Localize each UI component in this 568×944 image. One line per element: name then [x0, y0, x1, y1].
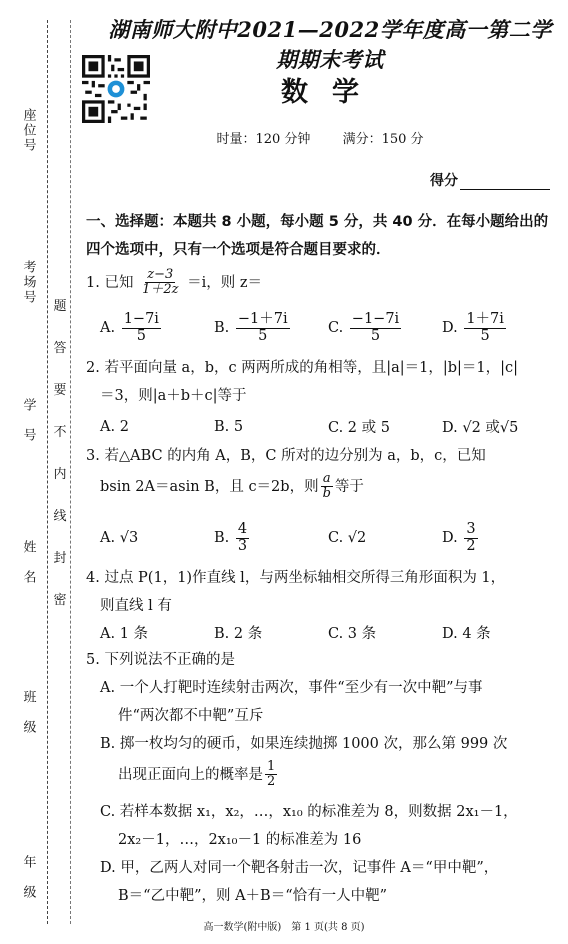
option-b[interactable]: B. 2 条: [214, 626, 263, 642]
option-b[interactable]: B. $\frac{-1+7i}{5}$: [214, 311, 288, 344]
option-a[interactable]: A. √3: [100, 530, 139, 547]
score-label: 得分: [430, 173, 458, 189]
time-limit: 时量：120 分钟: [216, 132, 311, 147]
option-a[interactable]: A. $\frac{1-7i}{5}$: [100, 311, 159, 344]
option-a[interactable]: A. 1 条: [100, 626, 149, 642]
option-a[interactable]: A. 2: [100, 418, 129, 435]
class-field: 班 级: [20, 690, 36, 735]
option-c[interactable]: C. √2: [328, 530, 367, 547]
question-1: 1. 已知 $\frac{z-3}{1+2z}$ ＝i，则 z＝: [86, 267, 262, 298]
option-b[interactable]: B. 5: [214, 418, 244, 435]
question-4-options: [100, 622, 560, 643]
name-field: 姓 名: [20, 540, 36, 585]
exam-room-field: 考场号: [20, 260, 36, 305]
question-5-option-b[interactable]: B. 掷一枚均匀的硬币，如果连续抛掷 1000 次，那么第 999 次 出现正面向上的概率是 $\frac{1}{2}$: [100, 736, 508, 790]
question-2: 2. 若平面向量 a，b，c 两两所成的角相等，且|a|＝1，|b|＝1，|c| ＝3，则|a＋b＋c|等于: [86, 360, 519, 404]
seat-number-field: 座位号: [20, 108, 36, 153]
question-5: [86, 646, 556, 674]
binding-margin: [0, 0, 78, 944]
subject-title: 数学: [281, 77, 383, 108]
seal-notice: 题 答 要 不 内 线 封 密: [53, 299, 67, 608]
question-5-stem: 5. 下列说法不正确的是: [86, 652, 235, 668]
option-d[interactable]: D. $\frac{3}{2}$: [442, 521, 476, 554]
question-5-option-d[interactable]: D. 甲，乙两人对同一个靶各射击一次，记事件 A＝“甲中靶”， B＝“乙中靶”，则 A＋B＝“恰有一人中靶”: [100, 860, 499, 904]
q1-fraction: $\frac{z-3}{1+2z}$: [142, 267, 179, 298]
question-5-option-c[interactable]: C. 若样本数据 x₁，x₂，…，x₁₀ 的标准差为 8，则数据 2x₁－1， 2x₂－1，…，2x₁₀－1 的标准差为 16: [100, 804, 518, 848]
question-1-options: [100, 312, 560, 345]
question-4: 4. 过点 P(1，1)作直线 l，与两坐标轴相交所得三角形面积为 1， 则直线 l 有: [86, 570, 506, 614]
score-blank[interactable]: [460, 176, 550, 190]
option-d[interactable]: D. 4 条: [442, 626, 491, 642]
question-3-options: [100, 522, 560, 555]
option-c[interactable]: C. $\frac{-1-7i}{5}$: [328, 311, 400, 344]
page-footer: 高一数学(附中版) 第 1 页(共 8 页): [203, 922, 365, 933]
question-5-option-a[interactable]: A. 一个人打靶时连续射击两次，事件“至少有一次中靶”与事 件“两次都不中靶”互斥: [100, 680, 483, 724]
option-b[interactable]: B. $\frac{4}{3}$: [214, 521, 248, 554]
option-d[interactable]: D. $\frac{1+7i}{5}$: [442, 311, 504, 344]
grade-field: 年 级: [20, 855, 36, 900]
section-heading: 一、选择题：本题共 8 小题，每小题 5 分，共 40 分．在每小题给出的四个选项中，只有一个选项是符合题目要求的．: [86, 214, 549, 258]
q3-fraction: $\frac{a}{b}$: [322, 471, 331, 502]
option-c[interactable]: C. 2 或 5: [328, 420, 390, 436]
q5-fraction: $\frac{1}{2}$: [267, 759, 276, 790]
exam-title: 湖南师大附中2021—2022学年度高一第二学期期末考试: [108, 17, 552, 72]
exam-meta: [80, 128, 560, 147]
question-3: 3. 若△ABC 的内角 A，B，C 所对的边分别为 a，b，c，已知 bsin 2A＝asin B，且 c＝2b，则 $\frac{a}{b}$ 等于: [86, 448, 486, 502]
score-box: [430, 170, 550, 190]
student-id-field: 学 号: [20, 398, 36, 443]
question-2-options: [100, 416, 560, 437]
option-c[interactable]: C. 3 条: [328, 626, 377, 642]
option-d[interactable]: D. √2 或√5: [442, 420, 519, 436]
seal-line: [70, 20, 71, 924]
full-score: 满分：150 分: [342, 132, 424, 147]
cut-line: [47, 20, 48, 924]
